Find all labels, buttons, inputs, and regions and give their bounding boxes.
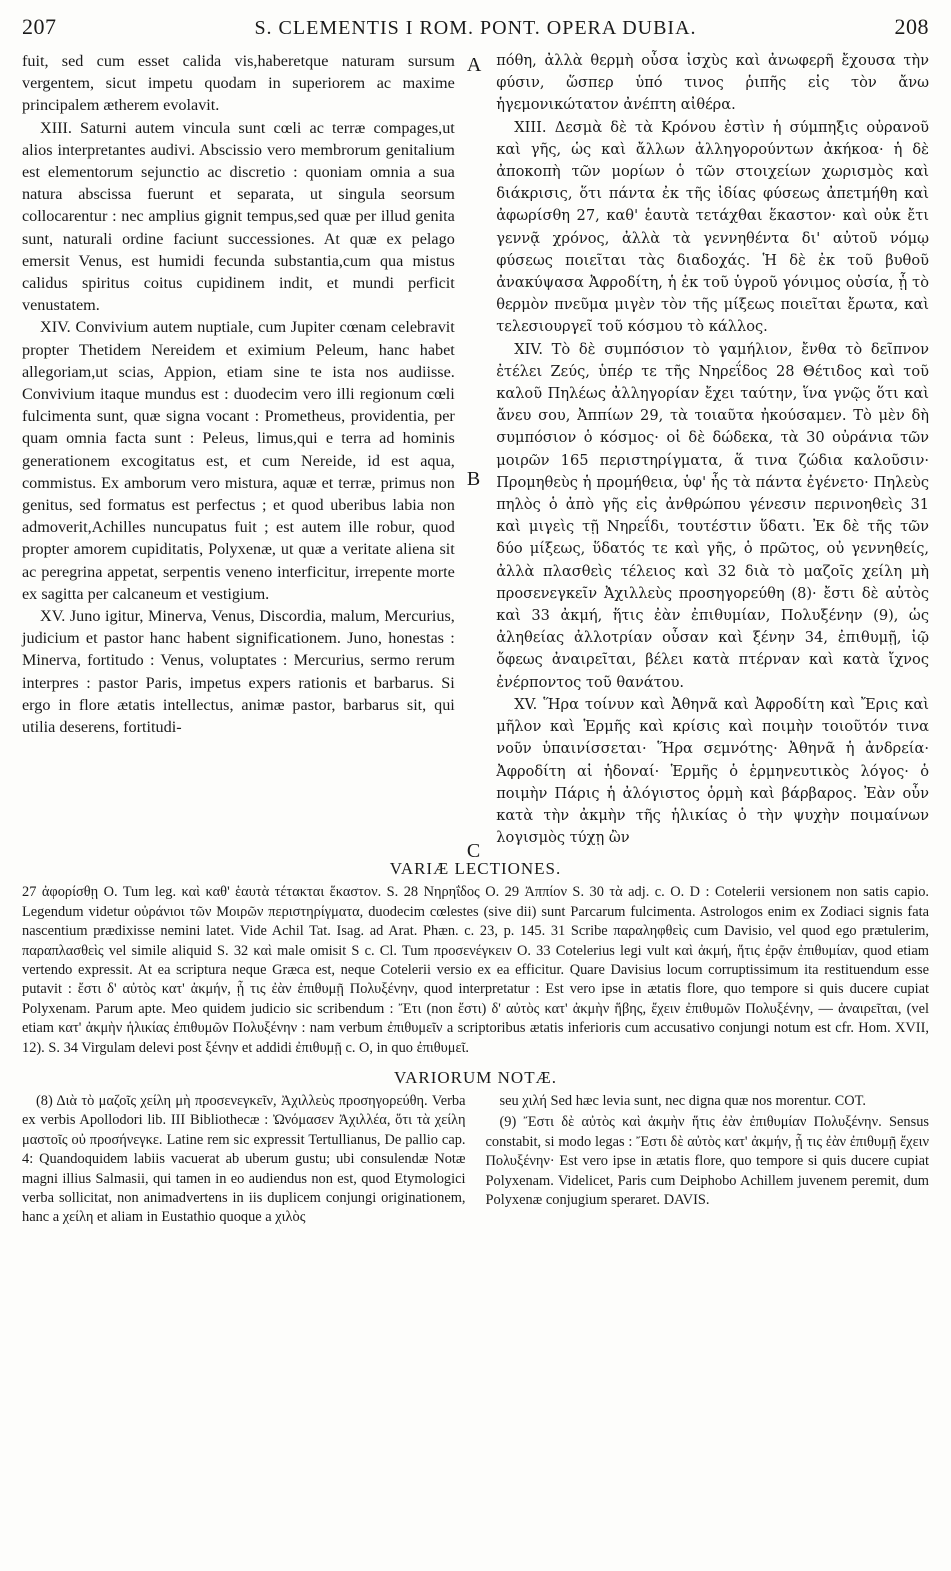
running-header — [22, 14, 929, 44]
latin-paragraph: XV. Juno igitur, Minerva, Venus, Discordia, malum, Mercurius, judicium et pastor hanc habent significationem. Juno, honestas : Minerva, fortitudo : Venus, voluptates : Mercurius, sermo rerum interpres : pastor Paris, impetus expers rationis et barbarus. Si ergo in flore ætatis intellectus, animæ pastor, barbarus sit, qui utilia deserens, fortitudi- — [22, 607, 455, 737]
variorum-notae — [22, 1092, 929, 1230]
page-number-left: 207 — [22, 14, 57, 39]
latin-paragraph: XIII. Saturni autem vincula sunt cœli ac terræ compages,ut alios interpretantes audivi. Abscissio vero membrorum genitalium est elementorum sejunctio ac discretio : quoniam omnia a sua natura abscissa fuerunt et separata, ut singula seorsum collocarentur : nec amplius gignit tempus,sed quæ per illud genita sunt, naturali ordine faciunt successiones. At quæ ex pelago emersit Venus, est humidi fecunda substantia,cum qua mistus calidus spiritus coitus cupidinem indit, et mundi perficit venustatem. — [22, 118, 455, 315]
greek-paragraph: πόθη, ἀλλὰ θερμὴ οὖσα ἰσχὺς καὶ ἀνωφερῆ ἔχουσα τὴν φύσιν, ὥσπερ ὑπό τινος ῥιπῆς εἰς τὸν ἄνω ἡγεμονικώτατον ἀνέπτη αἰθέρα. — [496, 52, 930, 114]
greek-paragraph: XIV. Τὸ δὲ συμπόσιον τὸ γαμήλιον, ἔνθα τὸ δεῖπνον ἐτέλει Ζεύς, ὑπέρ τε τῆς Νηρεΐδος 28 Θέτιδος καὶ τοῦ καλοῦ Πηλέως ἀλληγορίαν ἔχει ταύτην, ἵνα γνῷς ὅτι καὶ ἄνευ σου, Ἀππίων 29, τὰ τοιαῦτα ἠκούσαμεν. Τὸ μὲν δὴ συμπόσιον ὁ κόσμος· οἱ δὲ δώδεκα, τὰ 30 οὐράνια τῶν μοιρῶν 165 περιστηρίγματα, ἅ τινα ζώδια καλοῦσιν· Προμηθεὺς ἡ προμήθεια, ὑφ' ἧς τὰ πάντα ἐγένετο· Πηλεὺς πηλὸς ὁ ἀπὸ γῆς εἰς ἀνθρώπου γένεσιν περινοηθεὶς 31 καὶ μιγεὶς τῇ Νηρεΐδι, τουτέστιν ὕδατι. Ἐκ δὲ τῆς τῶν δύο μίξεως, ὕδατός τε καὶ γῆς, ὁ πρῶτος, οὐ γεννηθείς, ἀλλὰ πλασθεὶς τέλειος καὶ 32 διὰ τὸ μαζοῖς χείλη μὴ προσενεγκεῖν Ἀχιλλεὺς προσηγορεύθη (8)· ἔστι δὲ αὐτὸς καὶ 33 ἀκμή, ἥτις ἐὰν ἐπιθυμίαν, Πολυξένην (9), ὡς ἀληθείας ἀλλοτρίαν οὖσαν καὶ ξένην 34, ἐπιθυμῇ, ἰῷ ὄφεως ἀναιρεῖται, βέλει κατὰ πτέρναν καὶ κατὰ ἴχνος ἐνέρποντος τοῦ θανάτου. — [496, 340, 930, 691]
note-paragraph: seu χιλή Sed hæc levia sunt, nec digna quæ nos morentur. COT. — [499, 1092, 866, 1109]
notae-left-column — [22, 1092, 466, 1230]
note-paragraph: (9) Ἔστι δὲ αὐτὸς καὶ ἀκμὴν ἥτις ἐὰν ἐπιθυμίαν Πολυξένην. Sensus constabit, si modo legas : Ἔστι δὲ αὐτὸς κατ' ἀκμήν, ᾗ τις ἐὰν ἐπιθυμῇ ἔχειν Πολυξένην· Est vero ipse in ætatis flore, quo tempore si quis ducere cupiat Polyxenam. Videlicet, Paris cum Deiphobo Achillem juvenem peremit, dum Polyxenæ conjugium speraret. DAVIS. — [485, 1114, 929, 1208]
main-text — [22, 50, 930, 862]
margin-letter-c: C — [466, 840, 481, 862]
margin-letters — [466, 50, 482, 862]
margin-letter-a: A — [466, 54, 482, 76]
page-number-right: 208 — [894, 14, 929, 39]
variae-heading: VARIÆ LECTIONES. — [389, 859, 562, 879]
margin-letter-b: B — [466, 468, 481, 490]
variae-lectiones — [22, 883, 929, 1058]
greek-paragraph: XIII. Δεσμὰ δὲ τὰ Κρόνου ἐστὶν ἡ σύμπηξις οὐρανοῦ καὶ γῆς, ὡς καὶ ἄλλων ἀλληγορούντων ἀκήκοα· ἡ δὲ ἀποκοπὴ τῶν μορίων ὁ τῶν στοιχείων χωρισμὸς καὶ διάκρισις, ὅτι πάντα ἐκ τῆς ἰδίας φύσεως ἀπετμήθη καὶ ἀφωρίσθη 27, καθ' ἑαυτὰ τετάχθαι ἕκαστον· καὶ οὐκ ἔτι γεννᾷ χρόνος, ἀλλὰ τὰ γεννηθέντα δι' αὐτοῦ νόμῳ φύσεως ποιεῖται τὰς διαδοχάς. Ἡ δὲ ἐκ τοῦ βυθοῦ ἀνακύψασα Ἀφροδίτη, ἡ ἐκ τοῦ ὑγροῦ γόνιμος οὐσία, ᾗ τὸ θερμὸν πνεῦμα μιγὲν τὸν τῆς μίξεως ποιεῖται ἔρωτα, καὶ τελεσιουργεῖ τοῦ κόσμου τὸ κάλλος. — [496, 118, 930, 336]
note-paragraph: (8) Διὰ τὸ μαζοῖς χείλη μὴ προσενεγκεῖν, Ἀχιλλεὺς προσηγορεύθη. Verba ex verbis Apollodori lib. III Bibliothecæ : Ὠνόμασεν Ἀχιλλέα, ὅτι τὰ χείλη μαστοῖς οὐ προσήνεγκε. Latine rem sic expressit Tertullianus, De pallio cap. 4: Quandoquidem labiis vacuerat ab uberum gustu; ubi consulendæ Notæ magni illius Salmasii, qui tamen in eo audiendus non est, quod Etymologici verba sollicitat, non animadvertens in iis duplicem conjungi originationem, hanc a χείλη et aliam in Eustathio quoque a χιλὸς — [22, 1092, 466, 1226]
notae-right-column — [486, 1092, 930, 1230]
latin-column — [22, 50, 467, 849]
greek-column — [482, 50, 929, 849]
latin-paragraph: fuit, sed cum esset calida vis,haberetque naturam sursum vergentem, sicut impetu quodam in superiorem ac maxime principalem ætherem evolavit. — [22, 52, 455, 115]
running-title: S. CLEMENTIS I ROM. PONT. OPERA DUBIA. — [254, 17, 697, 39]
greek-paragraph: XV. Ἥρα τοίνυν καὶ Ἀθηνᾶ καὶ Ἀφροδίτη καὶ Ἔρις καὶ μῆλον καὶ Ἑρμῆς καὶ κρίσις καὶ ποιμὴν τοιοῦτόν τινα νοῦν ὑπαινίσσεται· Ἥρα σεμνότης· Ἀθηνᾶ ἡ ἀνδρεία· Ἀφροδίτη αἱ ἡδοναί· Ἑρμῆς ὁ ἑρμηνευτικὸς λόγος· ὁ ποιμὴν Πάρις ἡ ἀλόγιστος ὁρμὴ καὶ βάρβαρος. Ἐὰν οὖν κατὰ τὴν ἀκμὴν τῆς ἡλικίας ὁ τὴν ψυχὴν ποιμαίνων λογισμὸς τύχῃ ὢν — [496, 695, 930, 847]
variae-text: 27 ἀφορίσθῃ O. Tum leg. καὶ καθ' ἑαυτὰ τέτακται ἕκαστον. S. 28 Νηρηΐδος O. 29 Ἀππίον S. 30 τὰ adj. c. O. D : Cotelerii versionem non satis capio. Legendum videtur οὐράνιοι τῶν Μοιρῶν περιστηρίγματα, duodecim cœlestes (sive dii) sunt Parcarum fulcimenta. Astrologos enim ex Zodiaci signis fata nascentium prædixisse nemini latet. Vide Achil Tat. Isag. ad Arat. Phæn. c. 23, p. 145. 31 Scribe παραληφθεὶς cum Davisio, vel quod ego prætulerim, παραπλασθεὶς vel simile aliquid S. 32 καὶ male omisit S c. Cl. Tum προσενέγκειν O. 33 Cotelerius legi vult καὶ ἀκμή, ἥτις ἐρᾷν ἐπιθυμίαν, quod etiam vertendo expressit. At ea scriptura neque Græca est, neque Cotelerii versio ex ea efficitur. Quare Davisius locum corruptissimum ita restituendum esse putavit : ἔστι δ' αὐτὸς κατ' ἀκμήν, ᾗ τις ἐὰν ἐπιθυμῇ Πολυξένην, quod interpretatur : Est vero ipse in ætatis flore, quo tempore si quis ducere cupiat Polyxenam. Parum apte. Meo quidem judicio sic scribendum : Ἔτι (non ἔστι) δ' αὐτὸς κατ' ἀκμὴν ἥβης, ἔχειν ἐπιθυμῶν Πολυξένην, — ἀναιρεῖται, (vel etiam κατ' ἀκμὴν ἡλικίας ἐπιθυμῶν Πολυξένην : nam verbum ἐπιθυμεῖν a scriptoribus ætatis inferioris cum accusativo conjungi notum est cfr. Hom. XVII, 12). S. 34 Virgulam delevi post ξένην et addidi ἐπιθυμῇ c. O, in quo ἐπιθυμεῖ. — [22, 884, 929, 1056]
latin-paragraph: XIV. Convivium autem nuptiale, cum Jupiter cœnam celebravit propter Thetidem Nereidem et eximium Peleum, hanc habet allegoriam,ut scias, Appion, etiam sine te ista nos audiisse. Convivium itaque mundus est : duodecim vero illi regionum cœli fulcimenta sunt, quæ signa vocant : Prometheus, providentia, per quam omnia facta sunt : Peleus, limus,qui e terra ad hominis generationem excogitatus est, et cum Nereide, id est aqua, commistus. Ex amborum vero mistura, aquæ et terræ, primus non genitus, sed formatus est perfectus ; et quod uberibus labia non admoverit,Achilles nuncupatus fuit ; est autem ille robur, quod propter amorem cupiditatis, Polyxenæ, ut quæ a veritate aliena sit ac peregrina appetat, serpentis veneno interficitur, irrepente morte ex sagitta per calcaneum et vestigium. — [22, 318, 455, 603]
notae-heading: VARIORUM NOTÆ. — [394, 1067, 557, 1087]
